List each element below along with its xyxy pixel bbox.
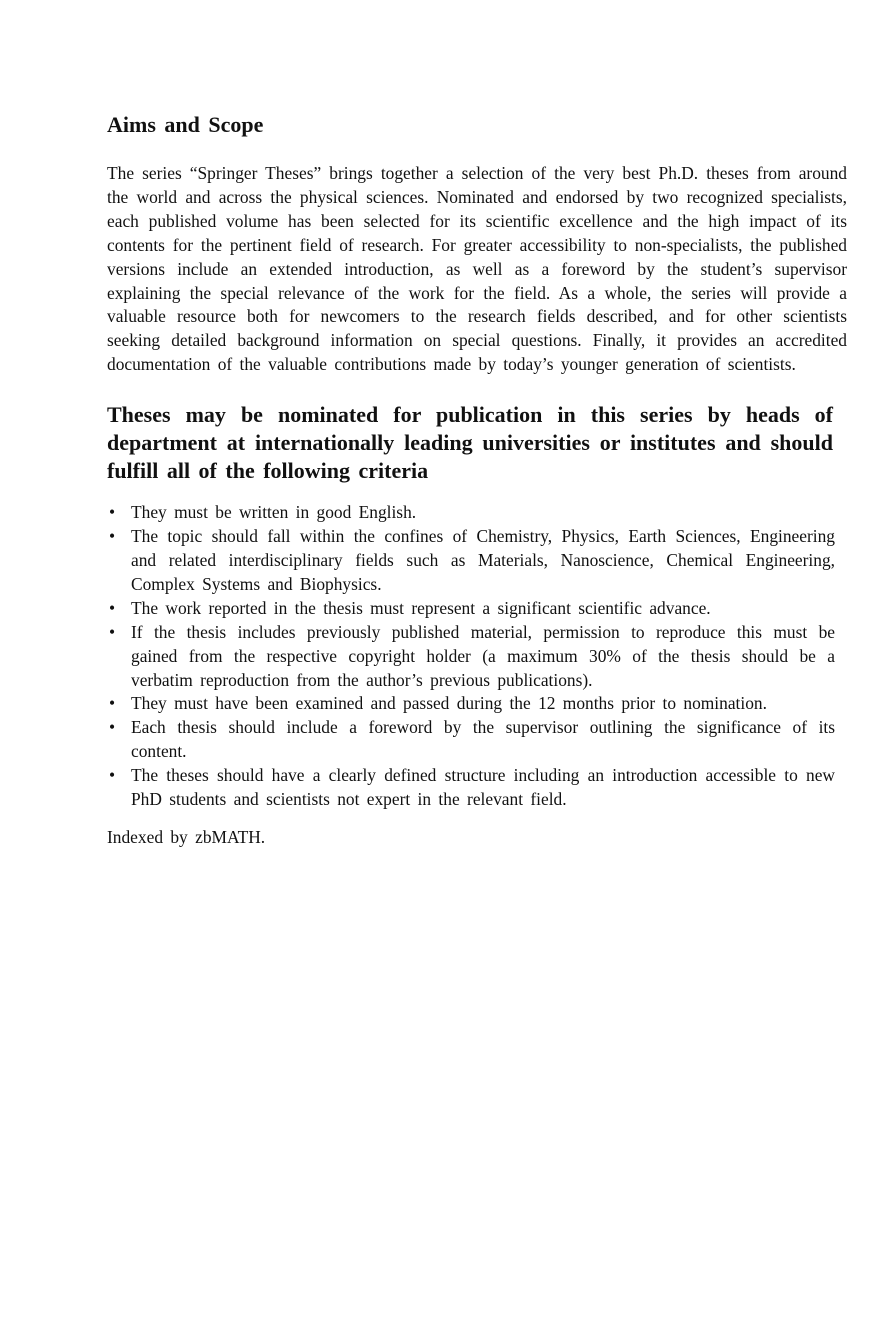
theses-heading: Theses may be nominated for publication in this series by heads of department at internationally leading universities or institutes and should fulfill all of the following criteria — [107, 402, 833, 484]
page-content — [107, 110, 847, 850]
criteria-item — [107, 692, 835, 716]
bullet-icon: • — [109, 717, 116, 738]
bullet-icon: • — [109, 621, 116, 642]
criteria-list — [107, 501, 835, 812]
aims-heading: Aims and Scope — [107, 112, 264, 137]
bullet-icon: • — [109, 502, 116, 523]
bullet-icon: • — [109, 526, 116, 547]
criteria-item — [107, 764, 835, 812]
aims-paragraph: The series “Springer Theses” brings together a selection of the very best Ph.D. theses from around the world and across the physical sciences. Nominated and endorsed by two recognized specialists, each published volume has been selected for its scientific excellence and the high impact of its contents for the pertinent field of research. For greater accessibility to non-specialists, the published versions include an extended introduction, as well as a foreword by the student’s supervisor explaining the special relevance of the work for the field. As a whole, the series will provide a valuable resource both for newcomers to the research fields described, and for other scientists seeking detailed background information on special questions. Finally, it provides an accredited documentation of the valuable contributions made by today’s younger generation of scientists. — [107, 163, 847, 375]
criteria-item — [107, 621, 835, 693]
criteria-text: The topic should fall within the confines of Chemistry, Physics, Earth Sciences, Engineering and related interdisciplinary fields such as Materials, Nanoscience, Chemical Engineering, Complex Systems and Biophysics. — [131, 526, 835, 594]
bullet-icon: • — [109, 765, 116, 786]
criteria-text: The theses should have a clearly defined structure including an introduction accessible to new PhD students and scientists not expert in the relevant field. — [131, 765, 835, 810]
bullet-icon: • — [109, 597, 116, 618]
criteria-text: They must be written in good English. — [131, 502, 417, 523]
bullet-icon: • — [109, 693, 116, 714]
criteria-item — [107, 501, 835, 525]
criteria-item — [107, 525, 835, 597]
indexed-note: Indexed by zbMATH. — [107, 826, 266, 847]
criteria-text: They must have been examined and passed during the 12 months prior to nomination. — [131, 693, 767, 714]
criteria-text: If the thesis includes previously published material, permission to reproduce this must be gained from the respective copyright holder (a maximum 30% of the thesis should be a verbatim reproduction from the author’s previous publications). — [131, 621, 835, 690]
criteria-item — [107, 597, 835, 621]
criteria-text: The work reported in the thesis must represent a significant scientific advance. — [131, 597, 711, 618]
criteria-text: Each thesis should include a foreword by the supervisor outlining the significance of its content. — [131, 717, 835, 762]
criteria-item — [107, 716, 835, 764]
